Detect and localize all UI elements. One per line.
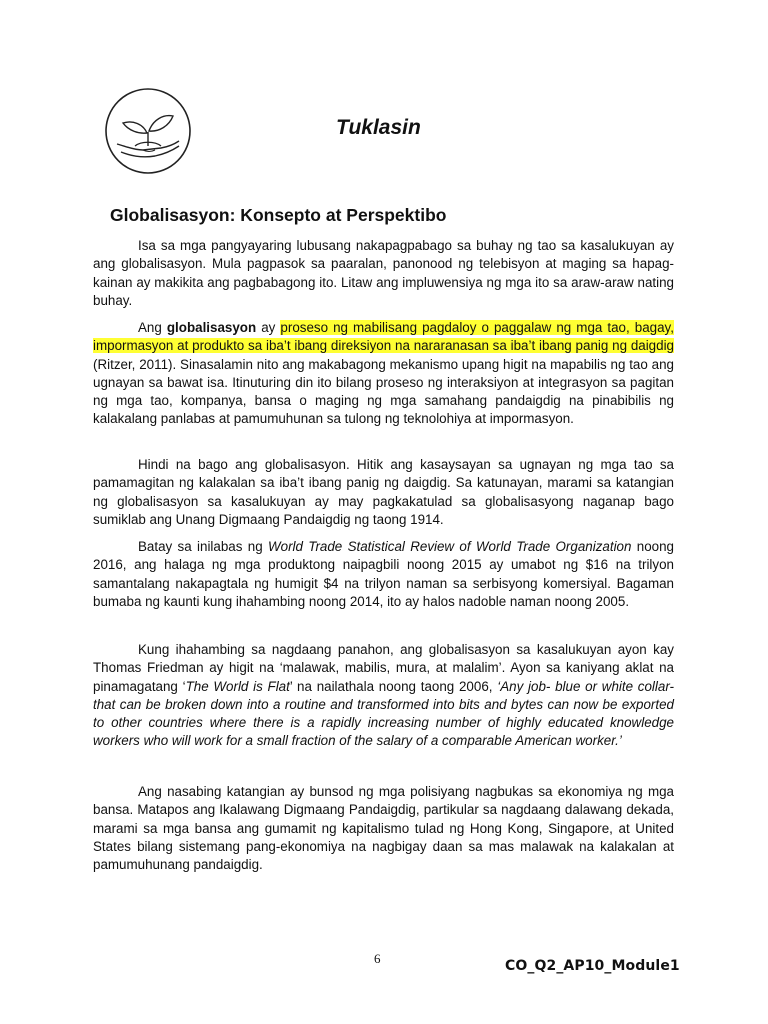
term-globalisasyon: globalisasyon — [166, 320, 257, 335]
paragraph-friedman: Kung ihahambing sa nagdaang panahon, ang globalisasyon sa kasalukuyan ayon kay Thomas Friedman ay higit na ‘malawak, mabilis, mura, at malalim’. Ayon sa kaniyang aklat na pinamagatang ‘The World is Flat’ na nailathala noong taong 2006, ‘Any job- blue or white collar- that can be broken down into a routine and transformed into bits and bytes can now be exported to other countries where there is a rapidly increasing number of highly educated knowledge workers who will work for a small fraction of the salary of a comparable American worker.’ — [93, 642, 674, 749]
paragraph-statistics: Batay sa inilabas ng World Trade Statistical Review of World Trade Organization noong 2016, ang halaga ng mga produktong naipagbili noong 2015 ay umabot ng $16 na trilyon samantalang nakapagtala ng humigit $4 na trilyon naman sa serbisyong komersiyal. Bagaman bumaba ng kaunti kung ihahambing noong 2014, ito ay halos nadoble naman noong 2005. — [93, 539, 674, 609]
highlighted-definition: proseso ng mabilisang pagdaloy o paggalaw ng mga tao, bagay, impormasyon at produkto sa iba’t ibang direksiyon na nararanasan sa iba’t ibang panig ng daigdig — [93, 320, 674, 354]
section-title: Tuklasin — [336, 116, 421, 139]
source-title: World Trade Statistical Review of World Trade Organization — [267, 539, 632, 554]
module-code: CO_Q2_AP10_Module1 — [505, 958, 680, 974]
book-title: The World is Flat — [185, 678, 290, 694]
paragraph-policies: Ang nasabing katangian ay bunsod ng mga polisiyang nagbukas sa ekonomiya ng mga bansa. Matapos ang Ikalawang Digmaang Pandaigdig, partikular sa nagdaang dalawang dekada, marami sa mga bansa ang gumamit ng kapitalismo tulad ng Hong Kong, Singapore, at United States bilang sistemang pang-ekonomiya na nagbigay daan sa mas malawak na kalakalan at pamumuhunang pandaigdig. — [93, 784, 674, 873]
paragraph-intro: Isa sa mga pangyayaring lubusang nakapagpabago sa buhay ng tao sa kasalukuyan ay ang globalisasyon. Mula pagpasok sa paaralan, panonood ng telebisyon at maging sa hapag-kainan ay makikita ang pagbabagong ito. Litaw ang impluwensiya ng mga ito sa araw-araw nating buhay. — [93, 238, 674, 308]
seedling-in-hand-icon — [103, 86, 193, 176]
topic-heading: Globalisasyon: Konsepto at Perspektibo — [110, 205, 447, 225]
friedman-quote: ‘Any job- blue or white collar- that can be broken down into a routine and transformed into bits and bytes can now be exported to other countries where there is a rapidly increasing number of highly educated knowledge workers who will work for a small fraction of the salary of a comparable American worker.’ — [93, 678, 674, 749]
page-number: 6 — [374, 951, 381, 966]
paragraph-definition: Ang globalisasyon ay proseso ng mabilisang pagdaloy o paggalaw ng mga tao, bagay, impormasyon at produkto sa iba’t ibang direksiyon na nararanasan sa iba’t ibang panig ng daigdig (Ritzer, 2011). Sinasalamin nito ang makabagong mekanismo upang higit na mapabilis ng tao ang ugnayan sa bawat isa. Itinuturing din ito bilang proseso ng interaksiyon at integrasyon sa pagitan ng mga tao, kompanya, bansa o maging ng mga samahang pandaigdig na pinabibilis ng kalakalang panlabas at pamumuhunan sa tulong ng teknolohiya at impormasyon. — [93, 320, 674, 427]
paragraph-history: Hindi na bago ang globalisasyon. Hitik ang kasaysayan sa ugnayan ng mga tao sa pamamagitan ng kalakalan sa iba’t ibang panig ng daigdig. Sa katunayan, marami sa katangian ng globalisasyon sa kasalukuyan ay may pagkakatulad sa globalisasyong naganap bago sumiklab ang Unang Digmaang Pandaigdig ng taong 1914. — [93, 457, 674, 527]
